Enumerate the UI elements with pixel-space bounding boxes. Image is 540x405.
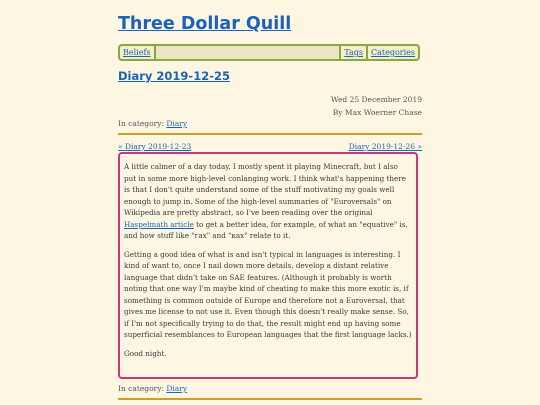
nav-beliefs-link[interactable]: Beliefs xyxy=(123,48,151,57)
category-prefix: In category: xyxy=(118,384,164,393)
paragraph-1-text: A little calmer of a day today. I mostly spent it playing Minecraft, but I also put in some more high-level conlanging work. I think what's happening there is that I don't quite understand some of the stuff motivating my goals well enough to jump in. Some of the high-level summaries of "Euroversals" on Wikipedia are pretty abstract, so I've been reading over the original xyxy=(124,162,406,217)
site-title-link[interactable]: Three Dollar Quill xyxy=(118,14,292,34)
nav-spacer xyxy=(156,46,340,59)
divider-rule-bottom xyxy=(118,398,422,400)
divider-rule-top xyxy=(118,133,422,135)
paragraph-3: Good night. xyxy=(124,348,167,358)
next-post-link[interactable]: Diary 2019-12-26 » xyxy=(348,142,422,151)
paragraph-2: Getting a good idea of what is and isn't typical in languages is interesting. I kind of want to, once I nail down more details, develop a distant relative language that didn't take on SAE features. (Although it probably is worth noting that one way I'm maybe kind of cheating to make this more exotic is, if something is common outside of Europe and therefore not a Euroversal, that gives me license to not use it. Even though this doesn't really make sense. So, if I'm not specifically trying to do that, the result might end up having some superficial resemblances to European languages that the first language lacks.) xyxy=(124,249,412,339)
category-line-top xyxy=(118,119,187,128)
category-link-bottom[interactable]: Diary xyxy=(166,384,188,393)
nav-categories-link[interactable]: Categories xyxy=(371,48,415,57)
post-title-link[interactable]: Diary 2019-12-25 xyxy=(118,69,230,83)
haspelmath-article-link[interactable]: Haspelmath article xyxy=(124,219,194,229)
category-line-bottom xyxy=(118,384,187,393)
post-date: Wed 25 December 2019 xyxy=(330,95,422,104)
previous-post-link[interactable]: « Diary 2019-12-23 xyxy=(118,142,192,151)
post-author: By Max Woerner Chase xyxy=(332,108,422,117)
post-body xyxy=(118,152,418,379)
nav-bar xyxy=(118,44,420,61)
nav-tags-link[interactable]: Tags xyxy=(344,48,363,57)
category-link-top[interactable]: Diary xyxy=(166,119,188,128)
paragraph-1-text-end: to get a better idea, for example, of what an "equative" is, and how stuff like "гах" and "ках" relate to it. xyxy=(124,219,408,240)
category-prefix: In category: xyxy=(118,119,164,128)
paragraph-1 xyxy=(124,161,412,242)
